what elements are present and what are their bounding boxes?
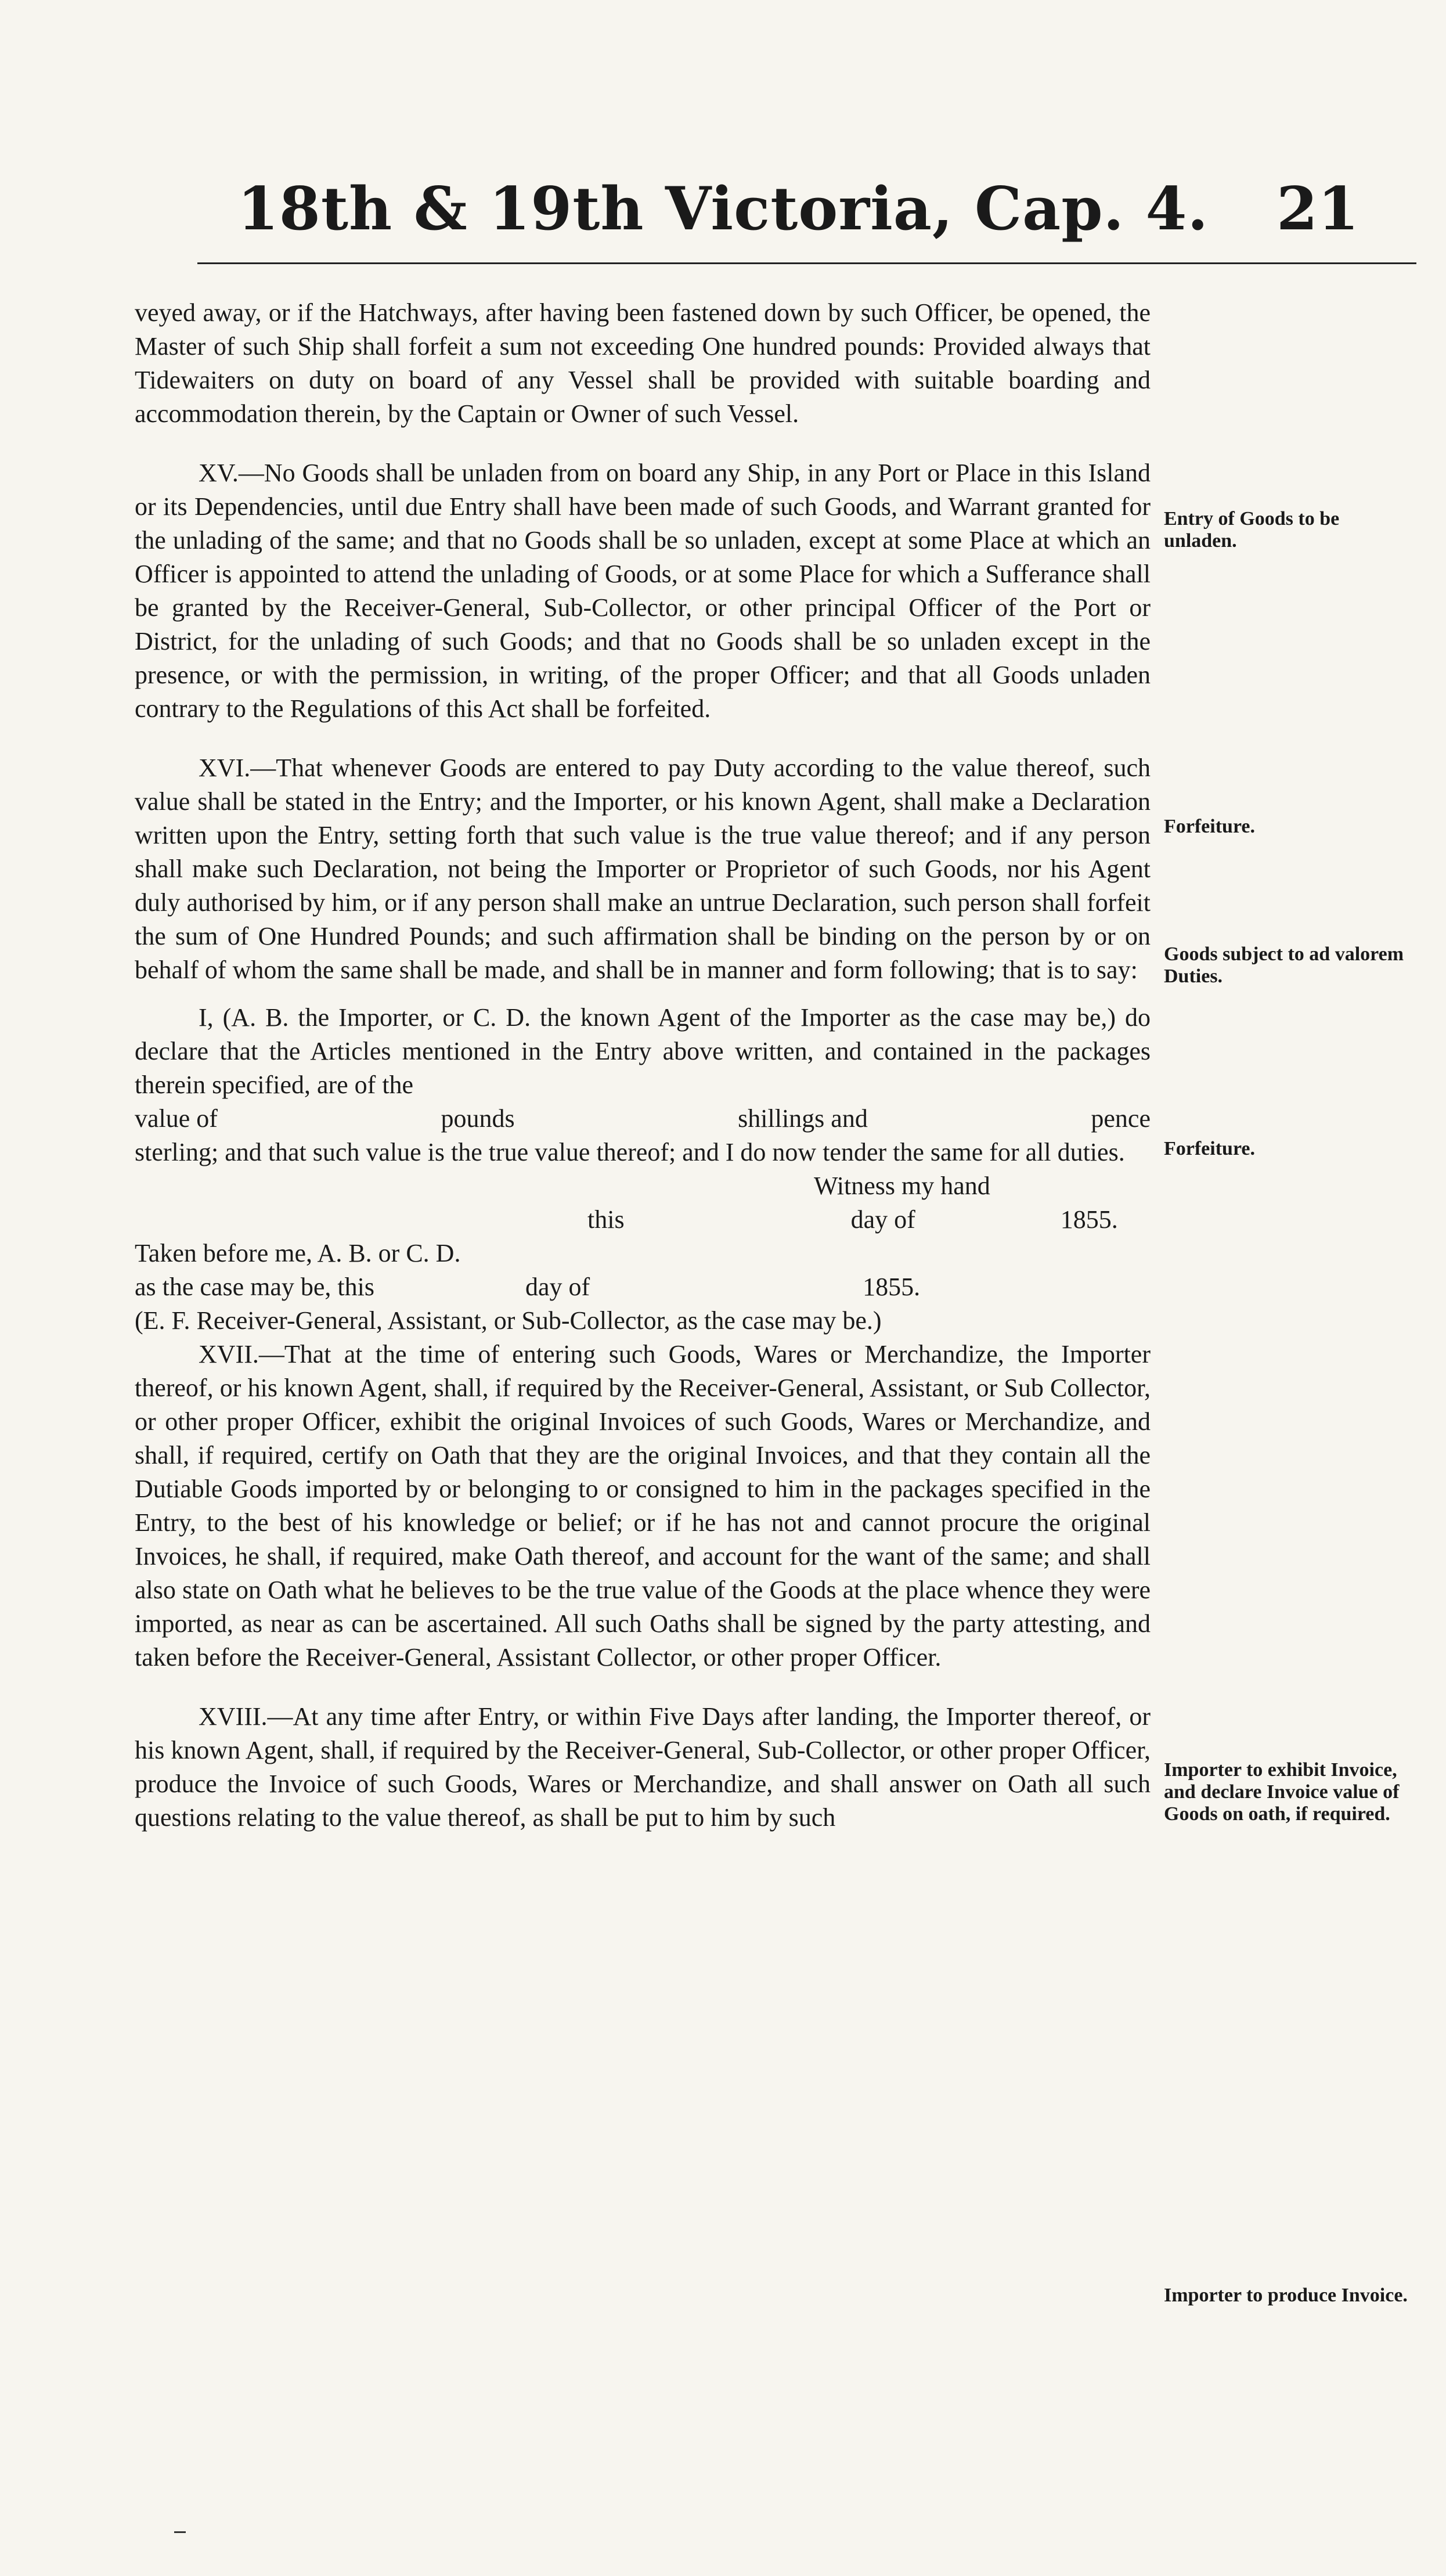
section-xvi [135,751,1151,987]
running-header: 18th & 19th Victoria, Cap. 4. [237,174,1209,244]
section-number: XVII. [199,1340,259,1368]
value-of-label: value of [135,1104,218,1133]
section-xviii [135,1700,1151,1835]
page-number: 21 [1276,174,1359,244]
margin-note-importer-produce: Importer to produce Invoice. [1164,2285,1408,2306]
section-xv [135,456,1151,726]
section-number: XVIII. [199,1702,268,1731]
section-number: XVI. [199,754,251,782]
witness-line: Witness my hand [814,1172,990,1200]
pence-label: pence [1091,1104,1151,1133]
footer-mark [174,2531,186,2533]
continuation-paragraph: veyed away, or if the Hatchways, after having been fastened down by such Officer, be opened, the Master of such Ship shall forfeit a sum not exceeding One hundred pounds: Provided always that Tidewaiters on duty on board of any Vessel shall be provided with suitable boarding and accommodation therein, by the Captain or Owner of such Vessel. [135,298,1151,428]
margin-note-goods-subject: Goods subject to ad valorem Duties. [1164,943,1404,987]
day-of-label: day of [525,1273,590,1301]
body-text [135,296,1151,1835]
sterling-text: sterling; and that such value is the true value thereof; and I do now tender the same for all duties. [135,1138,1125,1166]
as-case-label: as the case may be, this [135,1273,374,1301]
margin-note-forfeiture: Forfeiture. [1164,816,1256,837]
section-text: —That at the time of entering such Goods, Wares or Merchandize, the Importer thereof, or his known Agent, shall, if required by the Receiver-General, Assistant, or Sub Collector, or other proper Officer, exhibit the original Invoices of such Goods, Wares or Merchandize, and shall, if required, certify on Oath that they are the original Invoices, and that they contain all the Dutiable Goods imported by or belonging to or consigned to him in the packages specified in the Entry, to the best of his knowledge or belief; or if he has not and cannot procure the original Invoices, he shall, if required, make Oath thereof, and account for the want of the same; and shall also state on Oath what he believes to be the true value of the Goods at the place whence they were imported, as near as can be ascertained. All such Oaths shall be signed by the party attesting, and taken before the Receiver-General, Assistant Collector, or other proper Officer. [135,1340,1151,1671]
margin-note-importer-exhibit: Importer to exhibit Invoice, and declare Invoice value of Goods on oath, if required. [1164,1759,1400,1825]
year-label: 1855. [863,1273,921,1301]
taken-before-line: Taken before me, A. B. or C. D. [135,1239,461,1267]
day-of-label: day of [850,1205,915,1234]
declaration-text: I, (A. B. the Importer, or C. D. the known Agent of the Importer as the case may be,) do declare that the Articles mentioned in the Entry above written, and contained in the packages therein specified, are of the [135,1003,1151,1099]
header-rule [197,262,1416,264]
value-line [135,1102,1151,1136]
margin-note-entry-of-goods: Entry of Goods to be unladen. [1164,508,1340,552]
section-text: —At any time after Entry, or within Five Days after landing, the Importer thereof, or his known Agent, shall, if required by the Receiver-General, Sub-Collector, or other proper Officer, produce the Invoice of such Goods, Wares or Merchandize, and shall answer on Oath all such questions relating to the value thereof, as shall be put to him by such [135,1702,1151,1832]
shillings-label: shillings and [738,1104,868,1133]
pounds-label: pounds [441,1104,515,1133]
section-text: —No Goods shall be unladen from on board any Ship, in any Port or Place in this Island or its Dependencies, until due Entry shall have been made of such Goods, and Warrant granted for the unlading of the same; and that no Goods shall be so unladen, except at some Place at which an Officer is appointed to attend the unlading of Goods, or at some Place for which a Sufferance shall be granted by the Receiver-General, Sub-Collector, or other principal Officer of the Port or District, for the unlading of such Goods; and that no Goods shall be so unladen except in the presence, or with the permission, in writing, of the proper Officer; and that all Goods unladen contrary to the Regulations of this Act shall be forfeited. [135,459,1151,723]
section-number: XV. [199,459,239,487]
margin-note-forfeiture: Forfeiture. [1164,1138,1256,1159]
section-text: —That whenever Goods are entered to pay Duty according to the value thereof, such value shall be stated in the Entry; and the Importer, or his known Agent, shall make a Declaration written upon the Entry, setting forth that such value is the true value thereof; and if any person shall make such Declaration, not being the Importer or Proprietor of such Goods, nor his Agent duly authorised by him, or if any person shall make an untrue Declaration, such person shall forfeit the sum of One Hundred Pounds; and such affirmation shall be binding on the person by or on behalf of whom the same shall be made, and shall be in manner and form following; that is to say: [135,754,1151,984]
signatory-note: (E. F. Receiver-General, Assistant, or Sub-Collector, as the case may be.) [135,1306,882,1335]
declaration-form [135,1001,1151,1338]
taken-date-line [135,1270,1151,1304]
this-label: this [587,1205,625,1234]
year-label: 1855. [1060,1205,1118,1234]
section-xvii [135,1338,1151,1674]
witness-date-line [135,1203,1151,1237]
